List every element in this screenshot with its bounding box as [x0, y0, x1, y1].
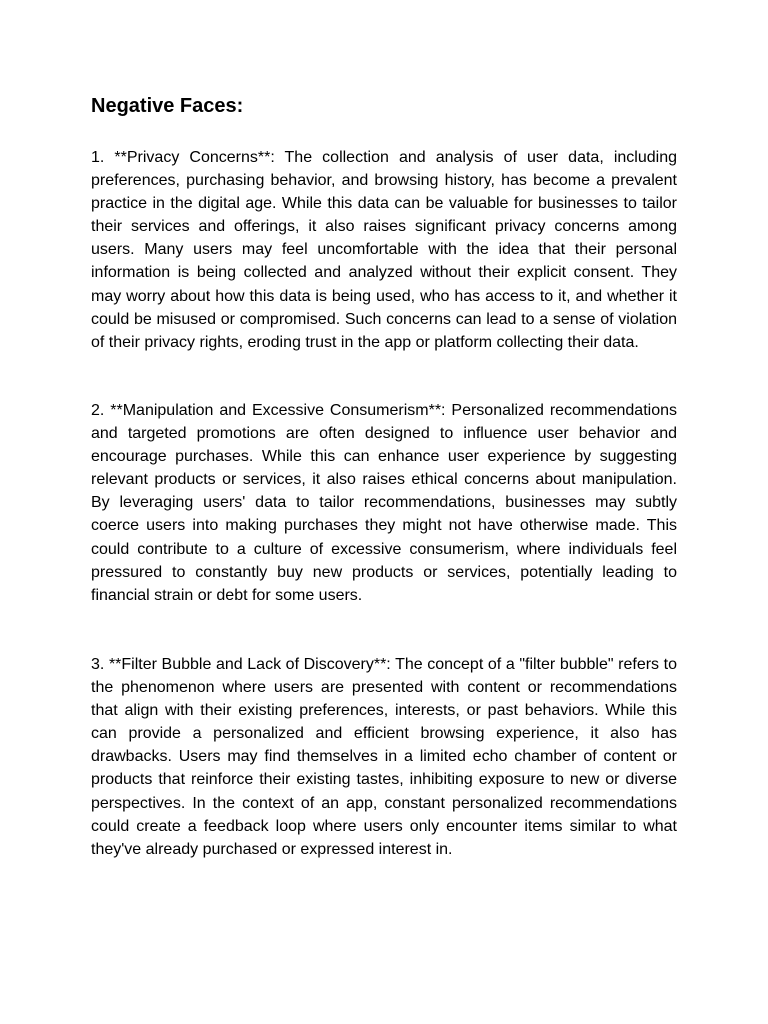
- paragraph-privacy-concerns: 1. **Privacy Concerns**: The collection and analysis of user data, including preferences, purchasing behavior, and browsing history, has become a prevalent practice in the digital age. While this data can be valuable for businesses to tailor their services and offerings, it also raises significant privacy concerns among users. Many users may feel uncomfortable with the idea that their personal information is being collected and analyzed without their explicit consent. They may worry about how this data is being used, who has access to it, and whether it could be misused or compromised. Such concerns can lead to a sense of violation of their privacy rights, eroding trust in the app or platform collecting their data.: [91, 149, 677, 351]
- document-heading: Negative Faces:: [91, 95, 244, 117]
- document-page: [91, 0, 677, 1024]
- paragraph-manipulation-consumerism: 2. **Manipulation and Excessive Consumerism**: Personalized recommendations and targeted promotions are often designed to influence user behavior and encourage purchases. While this can enhance user experience by suggesting relevant products or services, it also raises ethical concerns about manipulation. By leveraging users' data to tailor recommendations, businesses may subtly coerce users into making purchases they might not have otherwise made. This could contribute to a culture of excessive consumerism, where individuals feel pressured to constantly buy new products or services, potentially leading to financial strain or debt for some users.: [91, 402, 677, 604]
- paragraph-filter-bubble: 3. **Filter Bubble and Lack of Discovery**: The concept of a "filter bubble" refers to the phenomenon where users are presented with content or recommendations that align with their existing preferences, interests, or past behaviors. While this can provide a personalized and efficient browsing experience, it also has drawbacks. Users may find themselves in a limited echo chamber of content or products that reinforce their existing tastes, inhibiting exposure to new or diverse perspectives. In the context of an app, constant personalized recommendations could create a feedback loop where users only encounter items similar to what they've already purchased or expressed interest in.: [91, 656, 677, 858]
